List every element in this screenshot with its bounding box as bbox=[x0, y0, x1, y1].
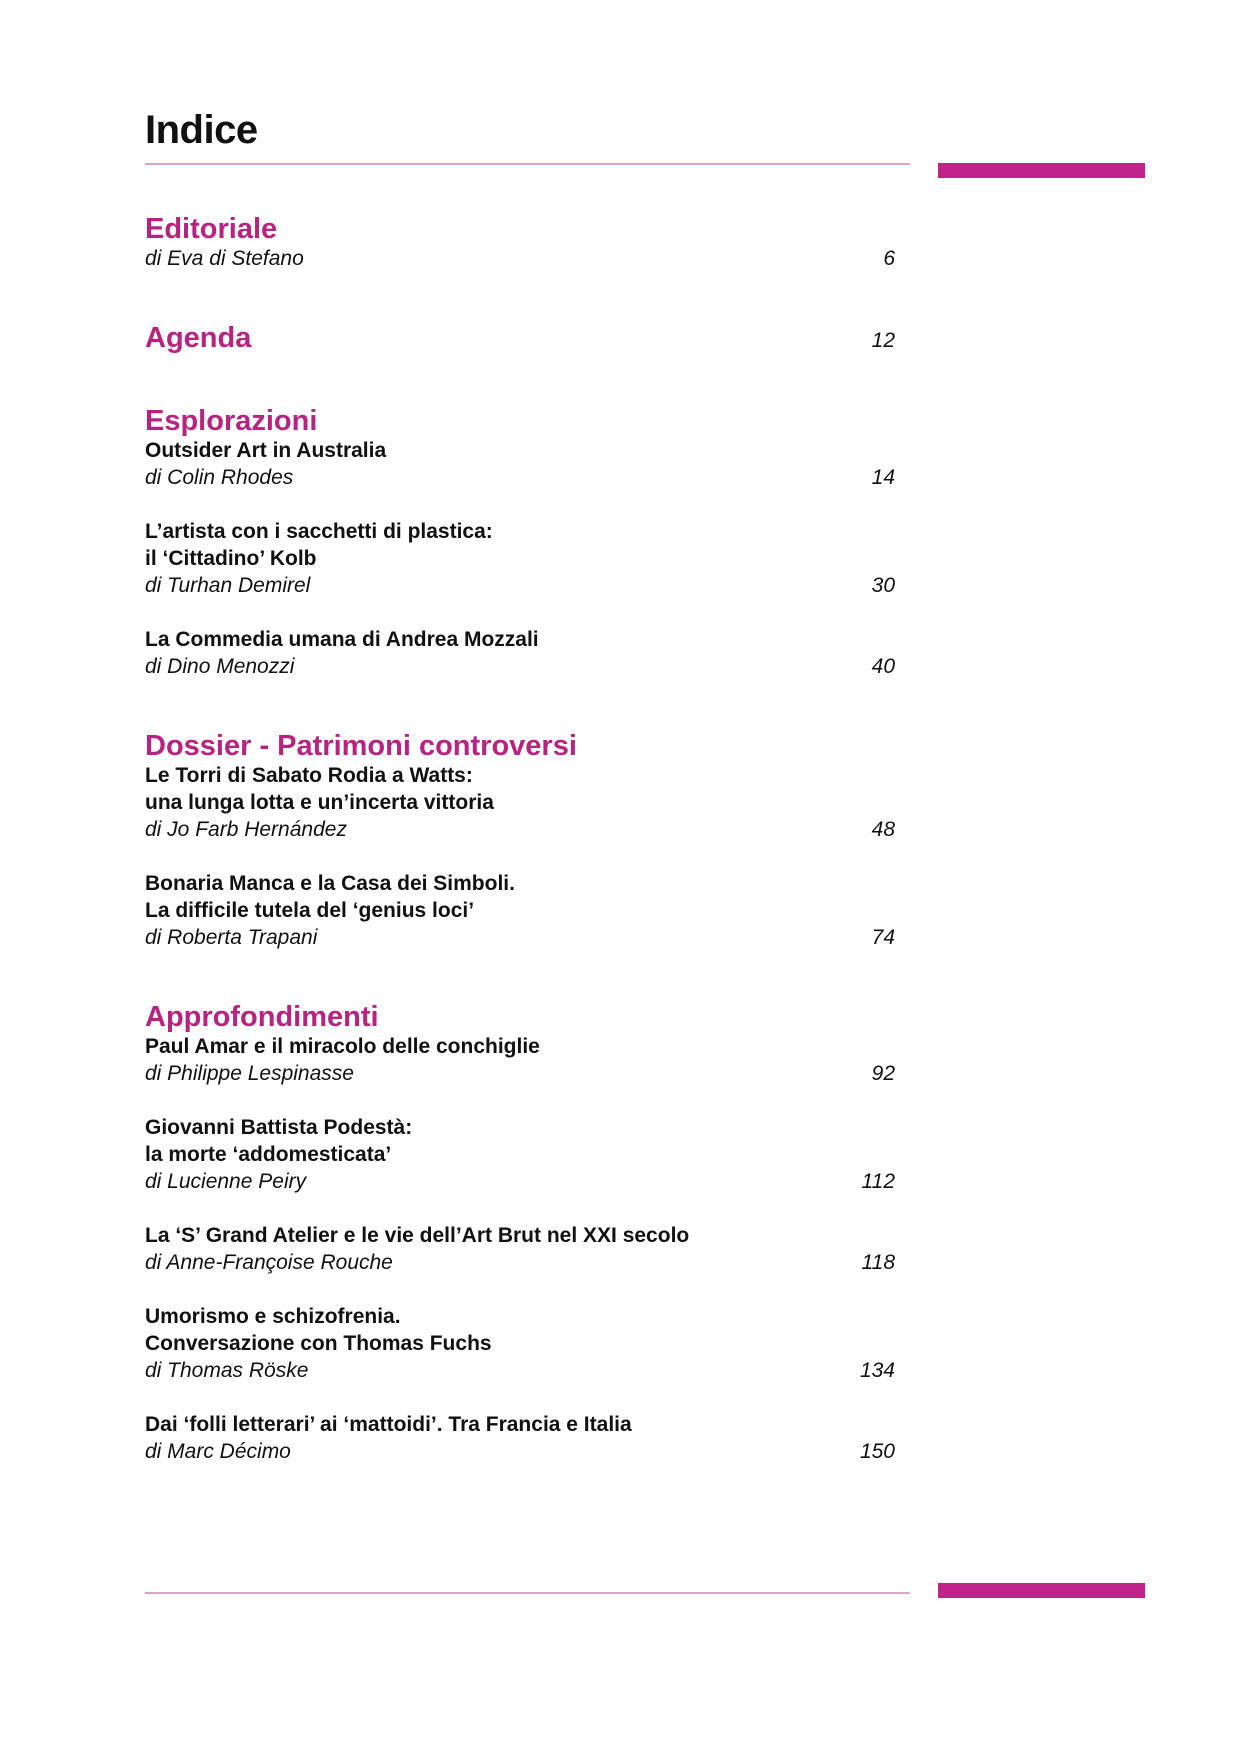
page-number[interactable]: 74 bbox=[871, 926, 895, 949]
section-title-approfondimenti[interactable]: Approfondimenti bbox=[145, 1001, 379, 1033]
entry-title-line2[interactable]: La difficile tutela del ‘genius loci’ bbox=[145, 899, 475, 922]
page-number[interactable]: 12 bbox=[871, 329, 895, 352]
footer-accent-bar bbox=[938, 1583, 1145, 1598]
entry-title[interactable]: Paul Amar e il miracolo delle conchiglie bbox=[145, 1035, 540, 1058]
entry-author: di Marc Décimo bbox=[145, 1440, 291, 1463]
section-title-dossier[interactable]: Dossier - Patrimoni controversi bbox=[145, 730, 577, 762]
page-number[interactable]: 6 bbox=[883, 247, 895, 270]
entry-title-line2[interactable]: il ‘Cittadino’ Kolb bbox=[145, 547, 317, 570]
entry-author: di Jo Farb Hernández bbox=[145, 818, 347, 841]
entry-title-line2[interactable]: Conversazione con Thomas Fuchs bbox=[145, 1332, 492, 1355]
entry-title[interactable]: Outsider Art in Australia bbox=[145, 439, 387, 462]
page-number[interactable]: 14 bbox=[871, 466, 895, 489]
header-accent-bar bbox=[938, 163, 1145, 178]
page-number[interactable]: 30 bbox=[871, 574, 895, 597]
entry-title[interactable]: Bonaria Manca e la Casa dei Simboli. bbox=[145, 872, 515, 895]
entry-author: di Lucienne Peiry bbox=[145, 1170, 307, 1193]
page-number[interactable]: 134 bbox=[859, 1359, 895, 1382]
entry-author: di Turhan Demirel bbox=[145, 574, 311, 597]
page-number[interactable]: 150 bbox=[859, 1440, 895, 1463]
page-number[interactable]: 40 bbox=[871, 655, 895, 678]
page-number[interactable]: 118 bbox=[861, 1251, 895, 1274]
entry-title[interactable]: Dai ‘folli letterari’ ai ‘mattoidi’. Tra Francia e Italia bbox=[145, 1413, 632, 1436]
page-number[interactable]: 112 bbox=[861, 1170, 895, 1193]
entry-title[interactable]: Umorismo e schizofrenia. bbox=[145, 1305, 401, 1328]
entry-author: di Philippe Lespinasse bbox=[145, 1062, 354, 1085]
entry-title[interactable]: La Commedia umana di Andrea Mozzali bbox=[145, 628, 539, 651]
entry-author: di Anne-Françoise Rouche bbox=[145, 1251, 393, 1274]
page-title: Indice bbox=[145, 108, 258, 152]
footer-rule bbox=[145, 1592, 910, 1594]
entry-title[interactable]: Le Torri di Sabato Rodia a Watts: bbox=[145, 764, 473, 787]
entry-author: di Roberta Trapani bbox=[145, 926, 318, 949]
entry-author: di Thomas Röske bbox=[145, 1359, 309, 1382]
entry-title[interactable]: La ‘S’ Grand Atelier e le vie dell’Art Brut nel XXI secolo bbox=[145, 1224, 690, 1247]
entry-author: di Dino Menozzi bbox=[145, 655, 295, 678]
page-number[interactable]: 92 bbox=[871, 1062, 895, 1085]
page-number[interactable]: 48 bbox=[871, 818, 895, 841]
section-title-editoriale[interactable]: Editoriale bbox=[145, 213, 278, 245]
entry-title-line2[interactable]: la morte ‘addomesticata’ bbox=[145, 1143, 392, 1166]
entry-title[interactable]: Giovanni Battista Podestà: bbox=[145, 1116, 413, 1139]
entry-title-line2[interactable]: una lunga lotta e un’incerta vittoria bbox=[145, 791, 494, 814]
section-title-esplorazioni[interactable]: Esplorazioni bbox=[145, 405, 318, 437]
entry-author: di Colin Rhodes bbox=[145, 466, 294, 489]
header-rule bbox=[145, 163, 910, 165]
entry-title[interactable]: L’artista con i sacchetti di plastica: bbox=[145, 520, 493, 543]
entry-author: di Eva di Stefano bbox=[145, 247, 304, 270]
section-title-agenda[interactable]: Agenda bbox=[145, 322, 252, 354]
